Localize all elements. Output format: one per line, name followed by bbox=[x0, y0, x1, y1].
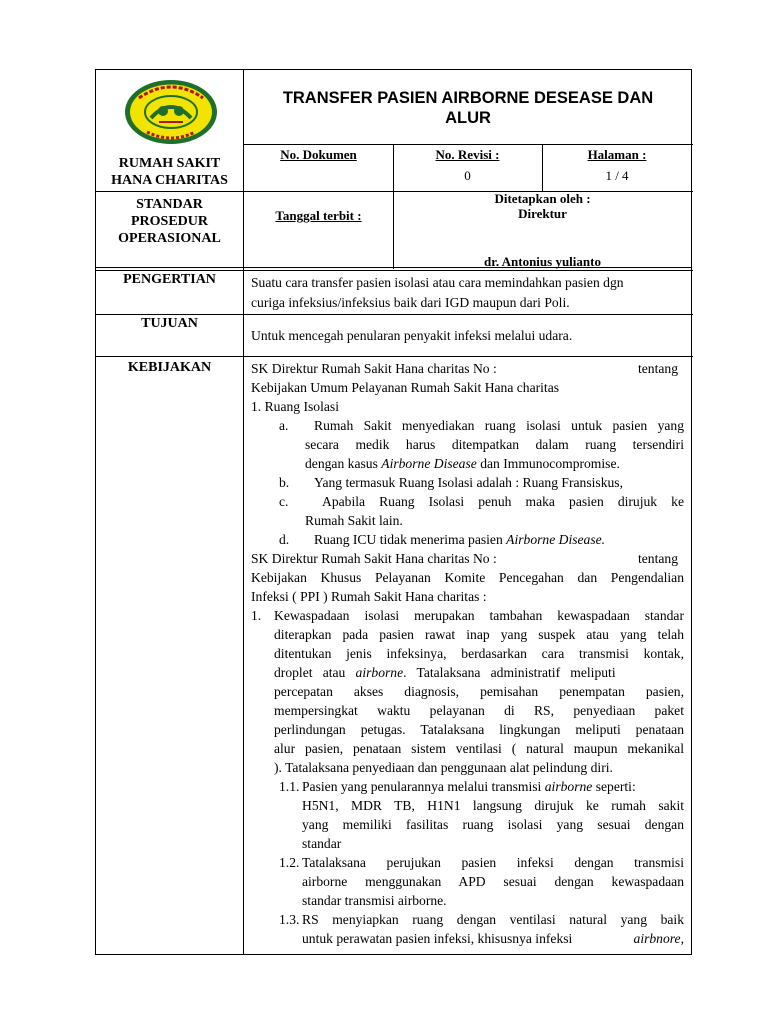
document-title-line1: TRANSFER PASIEN AIRBORNE DESEASE DAN bbox=[282, 89, 654, 107]
body-top-border bbox=[96, 270, 693, 271]
ditetapkan-line1: Ditetapkan oleh : bbox=[494, 191, 591, 206]
kebijakan-line-2: Kebijakan Umum Pelayanan Rumah Sakit Hana charitas bbox=[251, 380, 560, 395]
signer-name: dr. Antonius yulianto bbox=[484, 254, 601, 269]
kebijakan-item-a-cont2: dengan kasus Airborne Disease dan Immunocompromise. bbox=[305, 456, 620, 471]
list-marker-1: 1. bbox=[251, 608, 262, 623]
kebijakan-point-1-l5: percepatan akses diagnosis, pemisahan penempatan pasien, bbox=[274, 684, 684, 699]
body-divider-vertical bbox=[243, 268, 244, 955]
sop-line1: STANDAR bbox=[136, 197, 203, 212]
header-divider-title bbox=[244, 144, 693, 145]
kebijakan-item-d: Ruang ICU tidak menerima pasien Airborne Disease. bbox=[314, 532, 606, 547]
kebijakan-label: KEBIJAKAN bbox=[127, 360, 212, 375]
kebijakan-point-1-1-l3: yang memiliki fasilitas ruang isolasi yang sesuai dengan bbox=[302, 817, 684, 832]
kebijakan-point-1-3: RS menyiapkan ruang dengan ventilasi natural yang baik bbox=[302, 912, 684, 927]
no-dokumen-label: No. Dokumen bbox=[280, 147, 357, 162]
kebijakan-point-1-l2: diterapkan pada pasien rawat inap yang suspek atau yang telah bbox=[274, 627, 684, 642]
body-divider-tujuan bbox=[96, 356, 693, 357]
pengertian-line1: Suatu cara transfer pasien isolasi atau cara memindahkan pasien dgn bbox=[251, 275, 624, 290]
kebijakan-point-1-2-l3: standar transmisi airborne. bbox=[302, 893, 447, 908]
pengertian-line2: curiga infeksius/infeksius baik dari IGD maupun dari Poli. bbox=[251, 295, 570, 310]
kebijakan-point-1-l6: mempersingkat waktu pelayanan di RS, penyediaan paket bbox=[274, 703, 684, 718]
tujuan-label: TUJUAN bbox=[141, 316, 198, 331]
kebijakan-line-ppi-cont: Infeksi ( PPI ) Rumah Sakit Hana charitas : bbox=[251, 589, 487, 604]
kebijakan-point-1-2-l2: airborne menggunakan APD sesuai dengan kewaspadaan bbox=[302, 874, 684, 889]
kebijakan-item-c-cont: Rumah Sakit lain. bbox=[305, 513, 403, 528]
hospital-logo bbox=[123, 78, 219, 146]
ditetapkan-line2: Direktur bbox=[518, 206, 567, 221]
kebijakan-item-a-cont1: secara medik harus ditempatkan dalam ruang tersendiri bbox=[305, 437, 684, 452]
kebijakan-point-1-l4: droplet atau airborne. Tatalaksana administratif meliputi bbox=[274, 665, 616, 680]
kebijakan-ruang-isolasi: 1. Ruang Isolasi bbox=[251, 399, 339, 414]
kebijakan-point-1-l7: perlindungan petugas. Tatalaksana lingkungan meliputi penataan bbox=[274, 722, 684, 737]
list-marker-d: d. bbox=[279, 532, 290, 547]
hospital-name-line1: RUMAH SAKIT bbox=[118, 156, 221, 171]
list-marker-1-3: 1.3. bbox=[279, 912, 300, 927]
ditetapkan-block bbox=[393, 191, 692, 221]
hospital-name bbox=[96, 155, 243, 189]
kebijakan-point-1-1-l2: H5N1, MDR TB, H1N1 langsung dirujuk ke rumah sakit bbox=[302, 798, 684, 813]
kebijakan-line-sk1: SK Direktur Rumah Sakit Hana charitas No : bbox=[251, 361, 497, 376]
kebijakan-point-1-3-l2: untuk perawatan pasien infeksi, khisusnya infeksi airbnore, bbox=[302, 931, 684, 946]
pengertian-label: PENGERTIAN bbox=[123, 272, 216, 287]
sop-line3: OPERASIONAL bbox=[118, 231, 221, 246]
no-revisi-label: No. Revisi : bbox=[435, 147, 500, 162]
halaman-value: 1 / 4 bbox=[605, 168, 629, 183]
kebijakan-point-1-2: Tatalaksana perujukan pasien infeksi dengan transmisi bbox=[302, 855, 684, 870]
kebijakan-line-sk2: SK Direktur Rumah Sakit Hana charitas No : bbox=[251, 551, 497, 566]
kebijakan-line-ppi: Kebijakan Khusus Pelayanan Komite Pencegahan dan Pengendalian bbox=[251, 570, 684, 585]
kebijakan-point-1-l3: ditentukan jenis infeksinya, berdasarkan cara transmisi kontak, bbox=[274, 646, 684, 661]
header-divider-left bbox=[96, 191, 244, 192]
kebijakan-point-1-1: Pasien yang penularannya melalui transmisi airborne seperti: bbox=[302, 779, 636, 794]
list-marker-a: a. bbox=[279, 418, 289, 433]
list-marker-b: b. bbox=[279, 475, 290, 490]
document-title-line2: ALUR bbox=[445, 109, 491, 127]
halaman-label: Halaman : bbox=[587, 147, 647, 162]
tanggal-terbit-label: Tanggal terbit : bbox=[275, 208, 362, 223]
kebijakan-point-1-l8: alur pasien, penataan sistem ventilasi ( natural maupun mekanikal bbox=[274, 741, 684, 756]
document-title bbox=[244, 88, 692, 128]
sop-label bbox=[96, 196, 243, 247]
kebijakan-point-1-l9: ). Tatalaksana penyediaan dan penggunaan alat pelindung diri. bbox=[274, 760, 613, 775]
kebijakan-item-a: Rumah Sakit menyediakan ruang isolasi untuk pasien yang bbox=[314, 418, 684, 433]
kebijakan-line-sk1-tentang: tentang bbox=[638, 361, 679, 376]
list-marker-1-1: 1.1. bbox=[279, 779, 300, 794]
no-revisi-value: 0 bbox=[464, 168, 471, 183]
kebijakan-item-c: Apabila Ruang Isolasi penuh maka pasien dirujuk ke bbox=[322, 494, 684, 509]
kebijakan-line-sk2-tentang: tentang bbox=[638, 551, 679, 566]
kebijakan-point-1-1-l4: standar bbox=[302, 836, 342, 851]
list-marker-1-2: 1.2. bbox=[279, 855, 300, 870]
kebijakan-point-1: Kewaspadaan isolasi merupakan tambahan kewaspadaan standar bbox=[274, 608, 684, 623]
sop-line2: PROSEDUR bbox=[130, 214, 208, 229]
hospital-name-line2: HANA CHARITAS bbox=[111, 173, 228, 188]
list-marker-c: c. bbox=[279, 494, 289, 509]
kebijakan-item-b: Yang termasuk Ruang Isolasi adalah : Ruang Fransiskus, bbox=[314, 475, 623, 490]
body-divider-pengertian bbox=[96, 314, 693, 315]
tujuan-text: Untuk mencegah penularan penyakit infeksi melalui udara. bbox=[251, 328, 573, 343]
